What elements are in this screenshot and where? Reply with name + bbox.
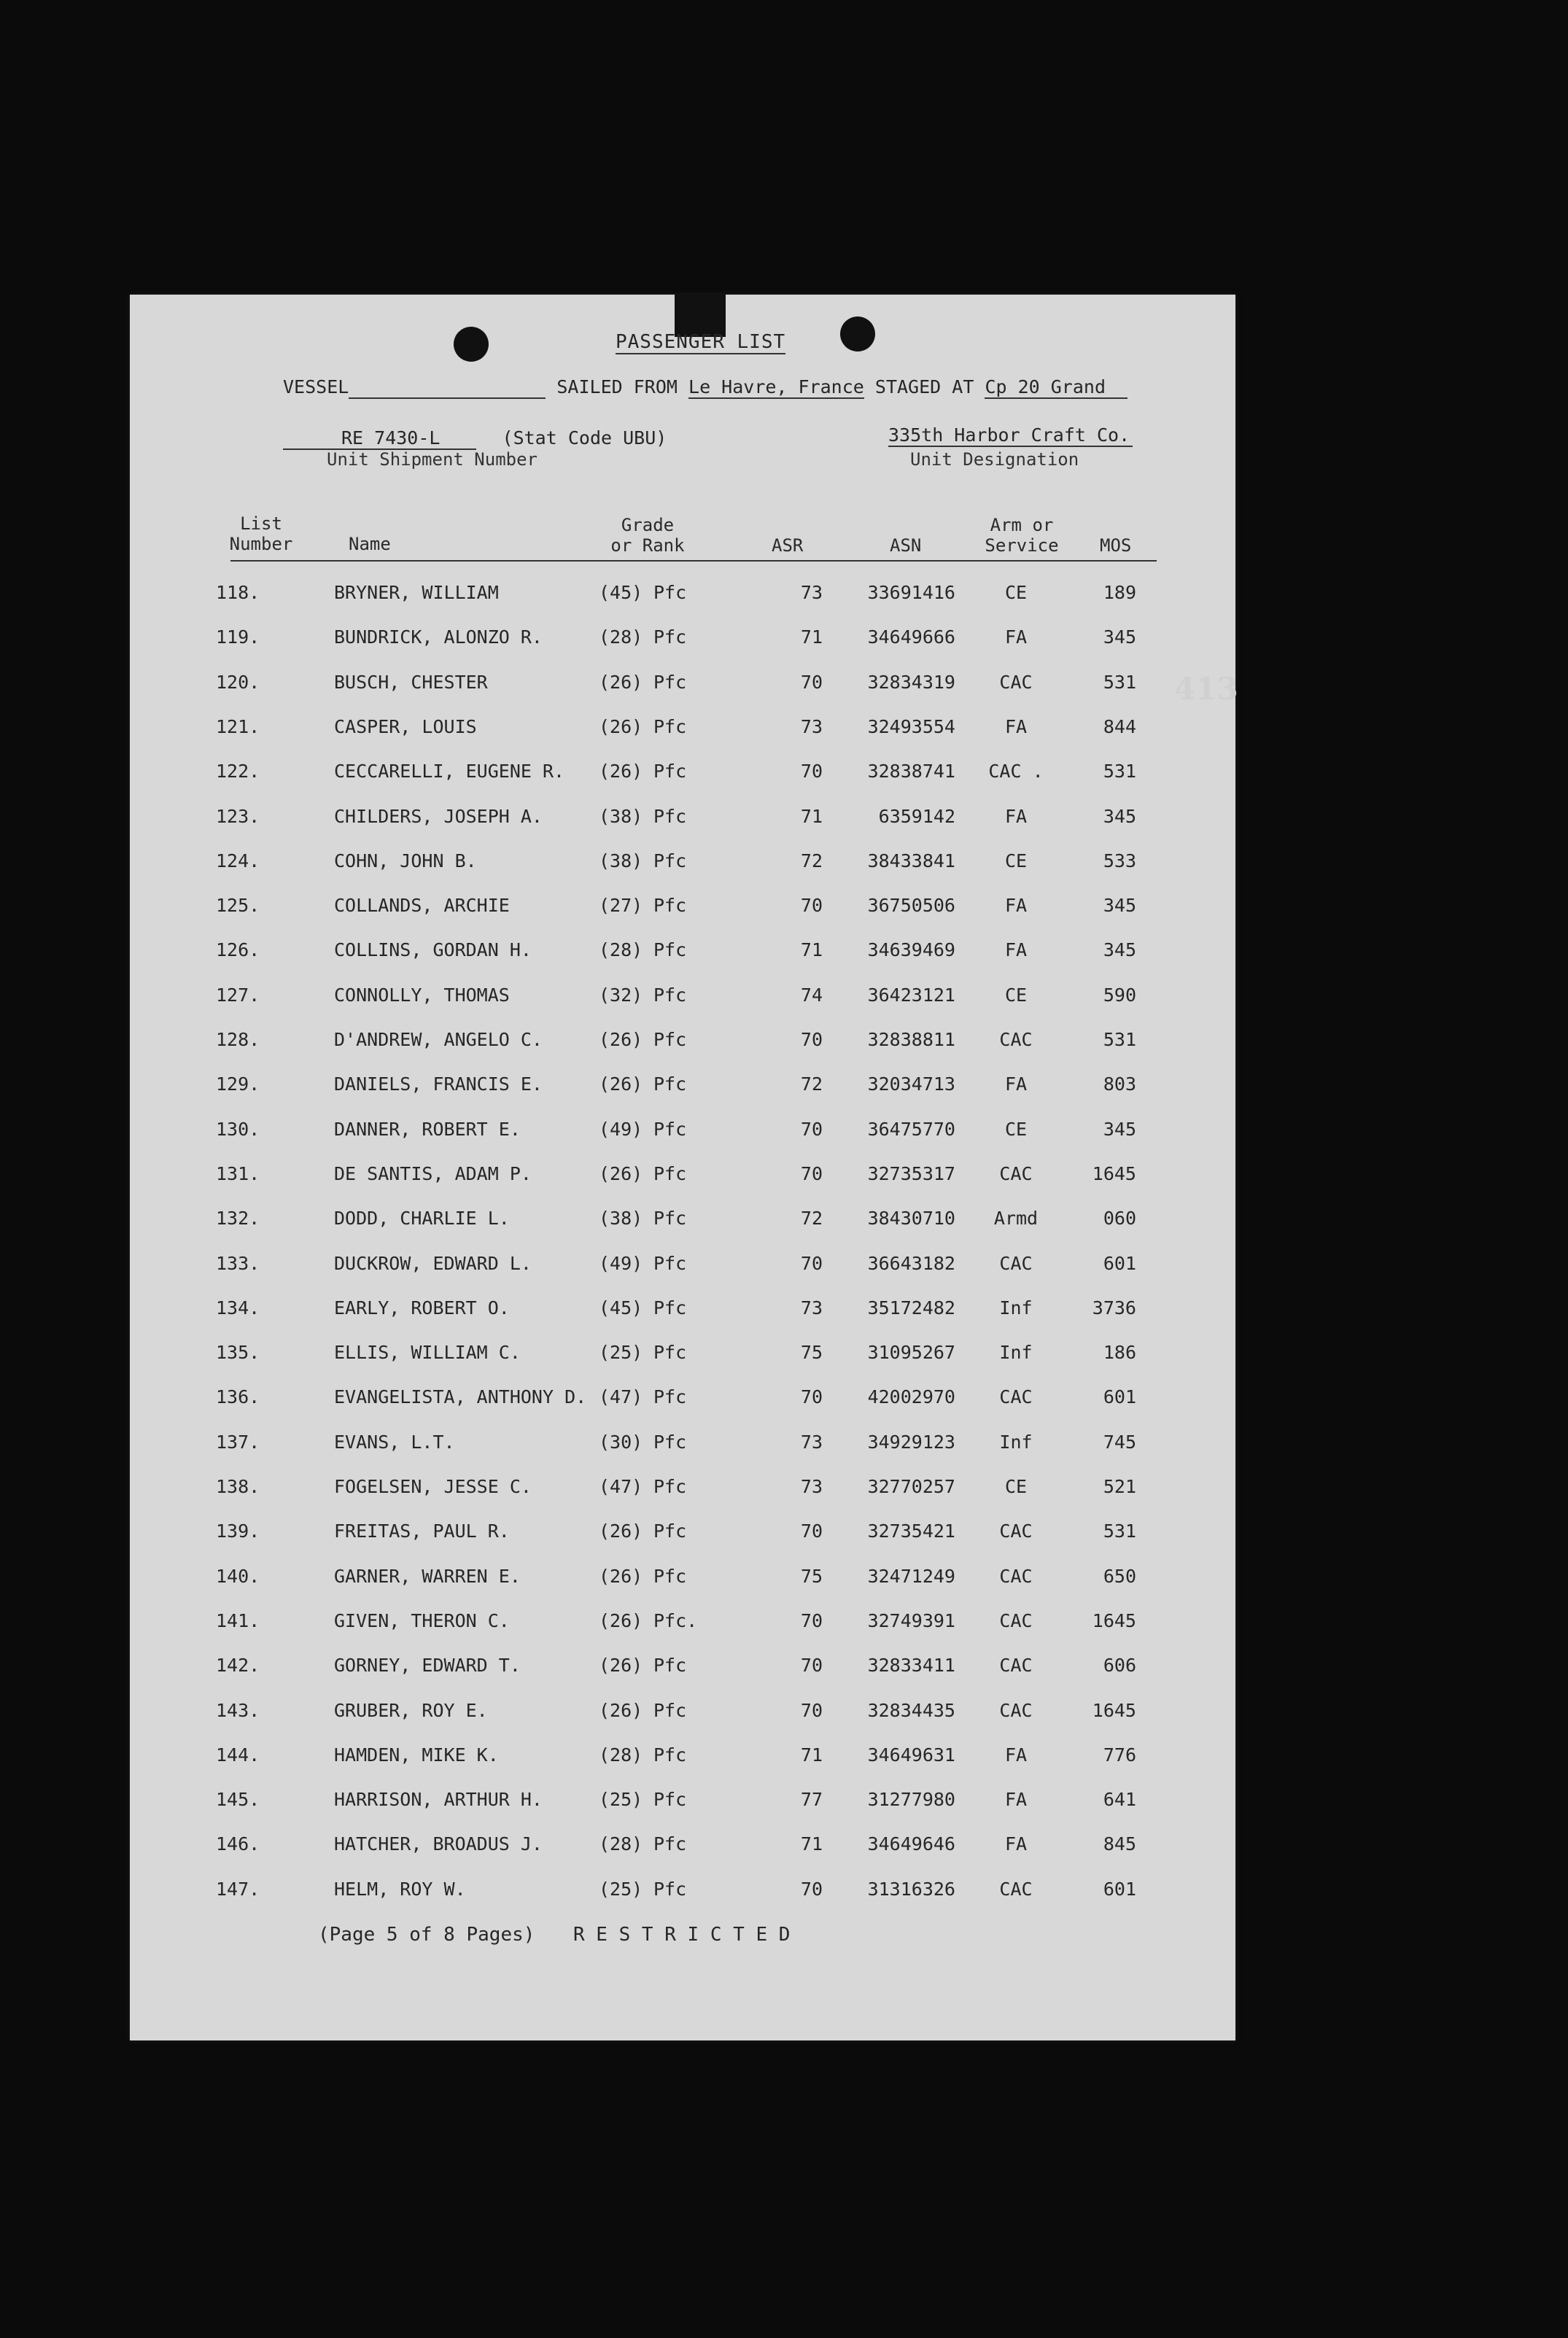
cell-rank: Pfc: [653, 1699, 687, 1721]
cell-arm: CAC: [999, 1029, 1033, 1050]
cell-name: EVANGELISTA, ANTHONY D.: [334, 1386, 587, 1408]
cell-num: 142.: [216, 1655, 260, 1677]
cell-arm: CAC: [999, 671, 1033, 693]
col-arm-service: Arm or Service: [985, 515, 1059, 556]
cell-asr: 75: [800, 1565, 823, 1587]
cell-mos: 345: [1103, 939, 1136, 961]
cell-rank: Pfc: [653, 582, 687, 603]
cell-asn: 42002970: [867, 1386, 955, 1408]
cell-grade: (25): [599, 1342, 643, 1364]
cell-asn: 32838741: [867, 761, 955, 782]
cell-mos: 590: [1103, 984, 1136, 1006]
cell-grade: (26): [599, 715, 643, 737]
cell-mos: 776: [1103, 1744, 1136, 1766]
cell-num: 136.: [216, 1386, 260, 1408]
cell-rank: Pfc: [653, 939, 687, 961]
cell-rank: Pfc.: [653, 1609, 698, 1631]
cell-mos: 845: [1103, 1833, 1136, 1855]
cell-rank: Pfc: [653, 1162, 687, 1184]
cell-arm: CAC: [999, 1252, 1033, 1274]
passenger-list-page: [130, 295, 1235, 2040]
cell-num: 124.: [216, 850, 260, 871]
cell-num: 140.: [216, 1565, 260, 1587]
cell-num: 147.: [216, 1878, 260, 1900]
cell-asr: 72: [800, 1073, 823, 1095]
cell-name: BRYNER, WILLIAM: [334, 582, 499, 603]
cell-asr: 71: [800, 626, 823, 648]
cell-asn: 32735317: [867, 1162, 955, 1184]
cell-asr: 70: [800, 1118, 823, 1140]
col-asn: ASN: [890, 535, 922, 556]
cell-rank: Pfc: [653, 761, 687, 782]
cell-rank: Pfc: [653, 1208, 687, 1230]
cell-asn: 32493554: [867, 715, 955, 737]
cell-asn: 34649646: [867, 1833, 955, 1855]
vessel-line: [283, 376, 1128, 399]
cell-grade: (32): [599, 984, 643, 1006]
cell-num: 146.: [216, 1833, 260, 1855]
cell-mos: 844: [1103, 715, 1136, 737]
cell-name: EVANS, L.T.: [334, 1431, 455, 1453]
cell-arm: FA: [1004, 1833, 1028, 1855]
cell-arm: FA: [1004, 805, 1028, 827]
cell-num: 141.: [216, 1609, 260, 1631]
vessel-label: VESSEL: [283, 376, 349, 397]
col-asr: ASR: [772, 535, 804, 556]
cell-mos: 601: [1103, 1386, 1136, 1408]
cell-arm: CAC: [999, 1655, 1033, 1677]
cell-asn: 32770257: [867, 1476, 955, 1497]
cell-asn: 6359142: [878, 805, 955, 827]
cell-asr: 73: [800, 1476, 823, 1497]
cell-asr: 73: [800, 582, 823, 603]
cell-asn: 34649666: [867, 626, 955, 648]
cell-arm: CE: [1004, 850, 1028, 871]
cell-mos: 641: [1103, 1789, 1136, 1811]
cell-mos: 1645: [1092, 1609, 1136, 1631]
cell-grade: (38): [599, 1208, 643, 1230]
cell-asn: 32749391: [867, 1609, 955, 1631]
cell-arm: CAC: [999, 1699, 1033, 1721]
cell-num: 144.: [216, 1744, 260, 1766]
cell-rank: Pfc: [653, 1878, 687, 1900]
cell-rank: Pfc: [653, 850, 687, 871]
cell-grade: (49): [599, 1118, 643, 1140]
cell-asr: 73: [800, 715, 823, 737]
cell-grade: (27): [599, 895, 643, 917]
cell-name: COLLINS, GORDAN H.: [334, 939, 532, 961]
cell-name: DODD, CHARLIE L.: [334, 1208, 510, 1230]
cell-asr: 70: [800, 1386, 823, 1408]
restricted-marking: R E S T R I C T E D: [573, 1924, 791, 1946]
cell-rank: Pfc: [653, 984, 687, 1006]
cell-num: 123.: [216, 805, 260, 827]
cell-num: 120.: [216, 671, 260, 693]
cell-num: 127.: [216, 984, 260, 1006]
cell-asr: 71: [800, 1833, 823, 1855]
cell-asn: 32834435: [867, 1699, 955, 1721]
cell-name: CECCARELLI, EUGENE R.: [334, 761, 565, 782]
cell-asn: 34639469: [867, 939, 955, 961]
cell-arm: CAC .: [988, 761, 1044, 782]
cell-name: DANNER, ROBERT E.: [334, 1118, 521, 1140]
cell-num: 131.: [216, 1162, 260, 1184]
staged-label: STAGED AT: [874, 376, 974, 397]
cell-rank: Pfc: [653, 1073, 687, 1095]
cell-grade: (28): [599, 626, 643, 648]
cell-grade: (28): [599, 1833, 643, 1855]
cell-asn: 32471249: [867, 1565, 955, 1587]
cell-rank: Pfc: [653, 1521, 687, 1542]
cell-asr: 70: [800, 1162, 823, 1184]
cell-name: COHN, JOHN B.: [334, 850, 477, 871]
cell-rank: Pfc: [653, 1342, 687, 1364]
cell-grade: (26): [599, 1609, 643, 1631]
cell-asn: 38433841: [867, 850, 955, 871]
cell-asr: 70: [800, 1655, 823, 1677]
cell-asr: 73: [800, 1297, 823, 1318]
cell-rank: Pfc: [653, 671, 687, 693]
cell-num: 130.: [216, 1118, 260, 1140]
cell-asr: 72: [800, 1208, 823, 1230]
cell-asn: 32834319: [867, 671, 955, 693]
cell-num: 137.: [216, 1431, 260, 1453]
cell-mos: 186: [1103, 1342, 1136, 1364]
cell-grade: (26): [599, 1521, 643, 1542]
cell-num: 128.: [216, 1029, 260, 1050]
cell-rank: Pfc: [653, 805, 687, 827]
cell-asr: 72: [800, 850, 823, 871]
cell-asr: 70: [800, 1699, 823, 1721]
cell-asn: 32838811: [867, 1029, 955, 1050]
cell-asr: 75: [800, 1342, 823, 1364]
cell-rank: Pfc: [653, 1565, 687, 1587]
cell-arm: CAC: [999, 1386, 1033, 1408]
cell-grade: (47): [599, 1476, 643, 1497]
page-info: (Page 5 of 8 Pages): [318, 1924, 535, 1946]
cell-arm: FA: [1004, 715, 1028, 737]
cell-mos: 345: [1103, 895, 1136, 917]
cell-num: 122.: [216, 761, 260, 782]
cell-num: 134.: [216, 1297, 260, 1318]
cell-mos: 531: [1103, 1029, 1136, 1050]
cell-grade: (26): [599, 1162, 643, 1184]
cell-grade: (47): [599, 1386, 643, 1408]
cell-asn: 38430710: [867, 1208, 955, 1230]
cell-mos: 650: [1103, 1565, 1136, 1587]
cell-asr: 74: [800, 984, 823, 1006]
cell-asr: 70: [800, 1521, 823, 1542]
cell-rank: Pfc: [653, 1833, 687, 1855]
cell-name: GRUBER, ROY E.: [334, 1699, 488, 1721]
cell-mos: 533: [1103, 850, 1136, 871]
sailed-value: Le Havre, France: [688, 376, 864, 397]
cell-arm: CAC: [999, 1521, 1033, 1542]
shipment-caption: Unit Shipment Number: [327, 449, 537, 470]
cell-asr: 73: [800, 1431, 823, 1453]
cell-asn: 31095267: [867, 1342, 955, 1364]
cell-grade: (26): [599, 1565, 643, 1587]
cell-grade: (26): [599, 1655, 643, 1677]
stat-code: (Stat Code UBU): [502, 427, 667, 448]
cell-grade: (38): [599, 850, 643, 871]
cell-rank: Pfc: [653, 626, 687, 648]
cell-mos: 531: [1103, 761, 1136, 782]
col-grade: Grade or Rank: [610, 515, 685, 556]
cell-arm: CAC: [999, 1162, 1033, 1184]
cell-name: FOGELSEN, JESSE C.: [334, 1476, 532, 1497]
cell-mos: 521: [1103, 1476, 1136, 1497]
cell-asr: 70: [800, 671, 823, 693]
cell-mos: 3736: [1092, 1297, 1136, 1318]
unit-caption: Unit Designation: [910, 449, 1079, 470]
cell-mos: 189: [1103, 582, 1136, 603]
cell-asr: 77: [800, 1789, 823, 1811]
cell-name: GIVEN, THERON C.: [334, 1609, 510, 1631]
cell-arm: FA: [1004, 1744, 1028, 1766]
cell-arm: FA: [1004, 1789, 1028, 1811]
cell-arm: FA: [1004, 895, 1028, 917]
cell-name: EARLY, ROBERT O.: [334, 1297, 510, 1318]
cell-name: HELM, ROY W.: [334, 1878, 466, 1900]
cell-num: 143.: [216, 1699, 260, 1721]
cell-mos: 060: [1103, 1208, 1136, 1230]
cell-asr: 70: [800, 1878, 823, 1900]
cell-num: 118.: [216, 582, 260, 603]
cell-name: CHILDERS, JOSEPH A.: [334, 805, 543, 827]
cell-asr: 71: [800, 1744, 823, 1766]
cell-mos: 345: [1103, 626, 1136, 648]
cell-name: BUSCH, CHESTER: [334, 671, 488, 693]
cell-name: ELLIS, WILLIAM C.: [334, 1342, 521, 1364]
cell-arm: CAC: [999, 1565, 1033, 1587]
cell-arm: CAC: [999, 1609, 1033, 1631]
cell-asn: 31316326: [867, 1878, 955, 1900]
unit-designation: 335th Harbor Craft Co.: [888, 424, 1133, 447]
cell-name: GARNER, WARREN E.: [334, 1565, 521, 1587]
cell-rank: Pfc: [653, 1744, 687, 1766]
cell-arm: FA: [1004, 1073, 1028, 1095]
cell-arm: FA: [1004, 626, 1028, 648]
cell-mos: 1645: [1092, 1699, 1136, 1721]
cell-name: CASPER, LOUIS: [334, 715, 477, 737]
cell-grade: (28): [599, 939, 643, 961]
cell-name: DE SANTIS, ADAM P.: [334, 1162, 532, 1184]
cell-asn: 32833411: [867, 1655, 955, 1677]
cell-asn: 31277980: [867, 1789, 955, 1811]
cell-mos: 803: [1103, 1073, 1136, 1095]
cell-grade: (28): [599, 1744, 643, 1766]
cell-mos: 531: [1103, 671, 1136, 693]
cell-arm: CE: [1004, 1118, 1028, 1140]
cell-asn: 32034713: [867, 1073, 955, 1095]
cell-grade: (26): [599, 1699, 643, 1721]
cell-asn: 36423121: [867, 984, 955, 1006]
cell-asn: 34649631: [867, 1744, 955, 1766]
cell-name: D'ANDREW, ANGELO C.: [334, 1029, 543, 1050]
cell-asn: 34929123: [867, 1431, 955, 1453]
cell-asn: 35172482: [867, 1297, 955, 1318]
cell-name: GORNEY, EDWARD T.: [334, 1655, 521, 1677]
cell-mos: 345: [1103, 805, 1136, 827]
cell-mos: 601: [1103, 1252, 1136, 1274]
cell-name: FREITAS, PAUL R.: [334, 1521, 510, 1542]
cell-arm: FA: [1004, 939, 1028, 961]
cell-grade: (38): [599, 805, 643, 827]
cell-rank: Pfc: [653, 1431, 687, 1453]
punch-hole-right: [840, 316, 875, 352]
cell-name: DANIELS, FRANCIS E.: [334, 1073, 543, 1095]
stamped-page-number: 413: [1174, 671, 1238, 707]
cell-rank: Pfc: [653, 1029, 687, 1050]
cell-rank: Pfc: [653, 715, 687, 737]
page-title: PASSENGER LIST: [616, 331, 786, 353]
cell-asn: 36750506: [867, 895, 955, 917]
cell-name: HATCHER, BROADUS J.: [334, 1833, 543, 1855]
cell-grade: (26): [599, 761, 643, 782]
cell-arm: Armd: [993, 1208, 1039, 1230]
cell-grade: (26): [599, 1073, 643, 1095]
cell-asr: 70: [800, 1252, 823, 1274]
sailed-label: SAILED FROM: [556, 376, 678, 397]
cell-rank: Pfc: [653, 1118, 687, 1140]
header-rule: [230, 560, 1157, 562]
col-mos: MOS: [1100, 535, 1132, 556]
col-list-number: List Number: [229, 513, 293, 554]
cell-rank: Pfc: [653, 1252, 687, 1274]
cell-rank: Pfc: [653, 1789, 687, 1811]
cell-mos: 345: [1103, 1118, 1136, 1140]
cell-asr: 71: [800, 939, 823, 961]
cell-mos: 1645: [1092, 1162, 1136, 1184]
cell-name: DUCKROW, EDWARD L.: [334, 1252, 532, 1274]
cell-mos: 531: [1103, 1521, 1136, 1542]
cell-arm: CE: [1004, 582, 1028, 603]
cell-asr: 70: [800, 1029, 823, 1050]
cell-grade: (26): [599, 1029, 643, 1050]
cell-asr: 70: [800, 1609, 823, 1631]
shipment-line: [283, 427, 667, 450]
cell-name: HAMDEN, MIKE K.: [334, 1744, 499, 1766]
cell-mos: 745: [1103, 1431, 1136, 1453]
cell-num: 138.: [216, 1476, 260, 1497]
cell-asn: 36643182: [867, 1252, 955, 1274]
cell-num: 121.: [216, 715, 260, 737]
cell-mos: 606: [1103, 1655, 1136, 1677]
col-name: Name: [349, 534, 391, 554]
cell-num: 126.: [216, 939, 260, 961]
cell-num: 119.: [216, 626, 260, 648]
cell-name: BUNDRICK, ALONZO R.: [334, 626, 543, 648]
cell-rank: Pfc: [653, 1297, 687, 1318]
cell-arm: CE: [1004, 984, 1028, 1006]
cell-grade: (45): [599, 1297, 643, 1318]
cell-rank: Pfc: [653, 895, 687, 917]
cell-grade: (25): [599, 1878, 643, 1900]
cell-arm: CE: [1004, 1476, 1028, 1497]
cell-num: 135.: [216, 1342, 260, 1364]
staged-value: Cp 20 Grand: [985, 376, 1128, 399]
cell-num: 129.: [216, 1073, 260, 1095]
cell-rank: Pfc: [653, 1476, 687, 1497]
cell-grade: (49): [599, 1252, 643, 1274]
cell-asn: 36475770: [867, 1118, 955, 1140]
cell-num: 132.: [216, 1208, 260, 1230]
cell-asr: 70: [800, 895, 823, 917]
cell-num: 145.: [216, 1789, 260, 1811]
cell-asr: 71: [800, 805, 823, 827]
cell-arm: Inf: [999, 1342, 1033, 1364]
cell-name: HARRISON, ARTHUR H.: [334, 1789, 543, 1811]
cell-num: 125.: [216, 895, 260, 917]
cell-num: 139.: [216, 1521, 260, 1542]
punch-hole-left: [454, 327, 489, 362]
cell-grade: (25): [599, 1789, 643, 1811]
cell-num: 133.: [216, 1252, 260, 1274]
cell-asn: 32735421: [867, 1521, 955, 1542]
cell-asr: 70: [800, 761, 823, 782]
cell-name: COLLANDS, ARCHIE: [334, 895, 510, 917]
cell-grade: (26): [599, 671, 643, 693]
cell-arm: Inf: [999, 1297, 1033, 1318]
cell-arm: Inf: [999, 1431, 1033, 1453]
cell-mos: 601: [1103, 1878, 1136, 1900]
cell-asn: 33691416: [867, 582, 955, 603]
cell-grade: (30): [599, 1431, 643, 1453]
cell-rank: Pfc: [653, 1655, 687, 1677]
cell-arm: CAC: [999, 1878, 1033, 1900]
shipment-number: RE 7430-L: [283, 427, 476, 450]
cell-rank: Pfc: [653, 1386, 687, 1408]
cell-grade: (45): [599, 582, 643, 603]
cell-name: CONNOLLY, THOMAS: [334, 984, 510, 1006]
